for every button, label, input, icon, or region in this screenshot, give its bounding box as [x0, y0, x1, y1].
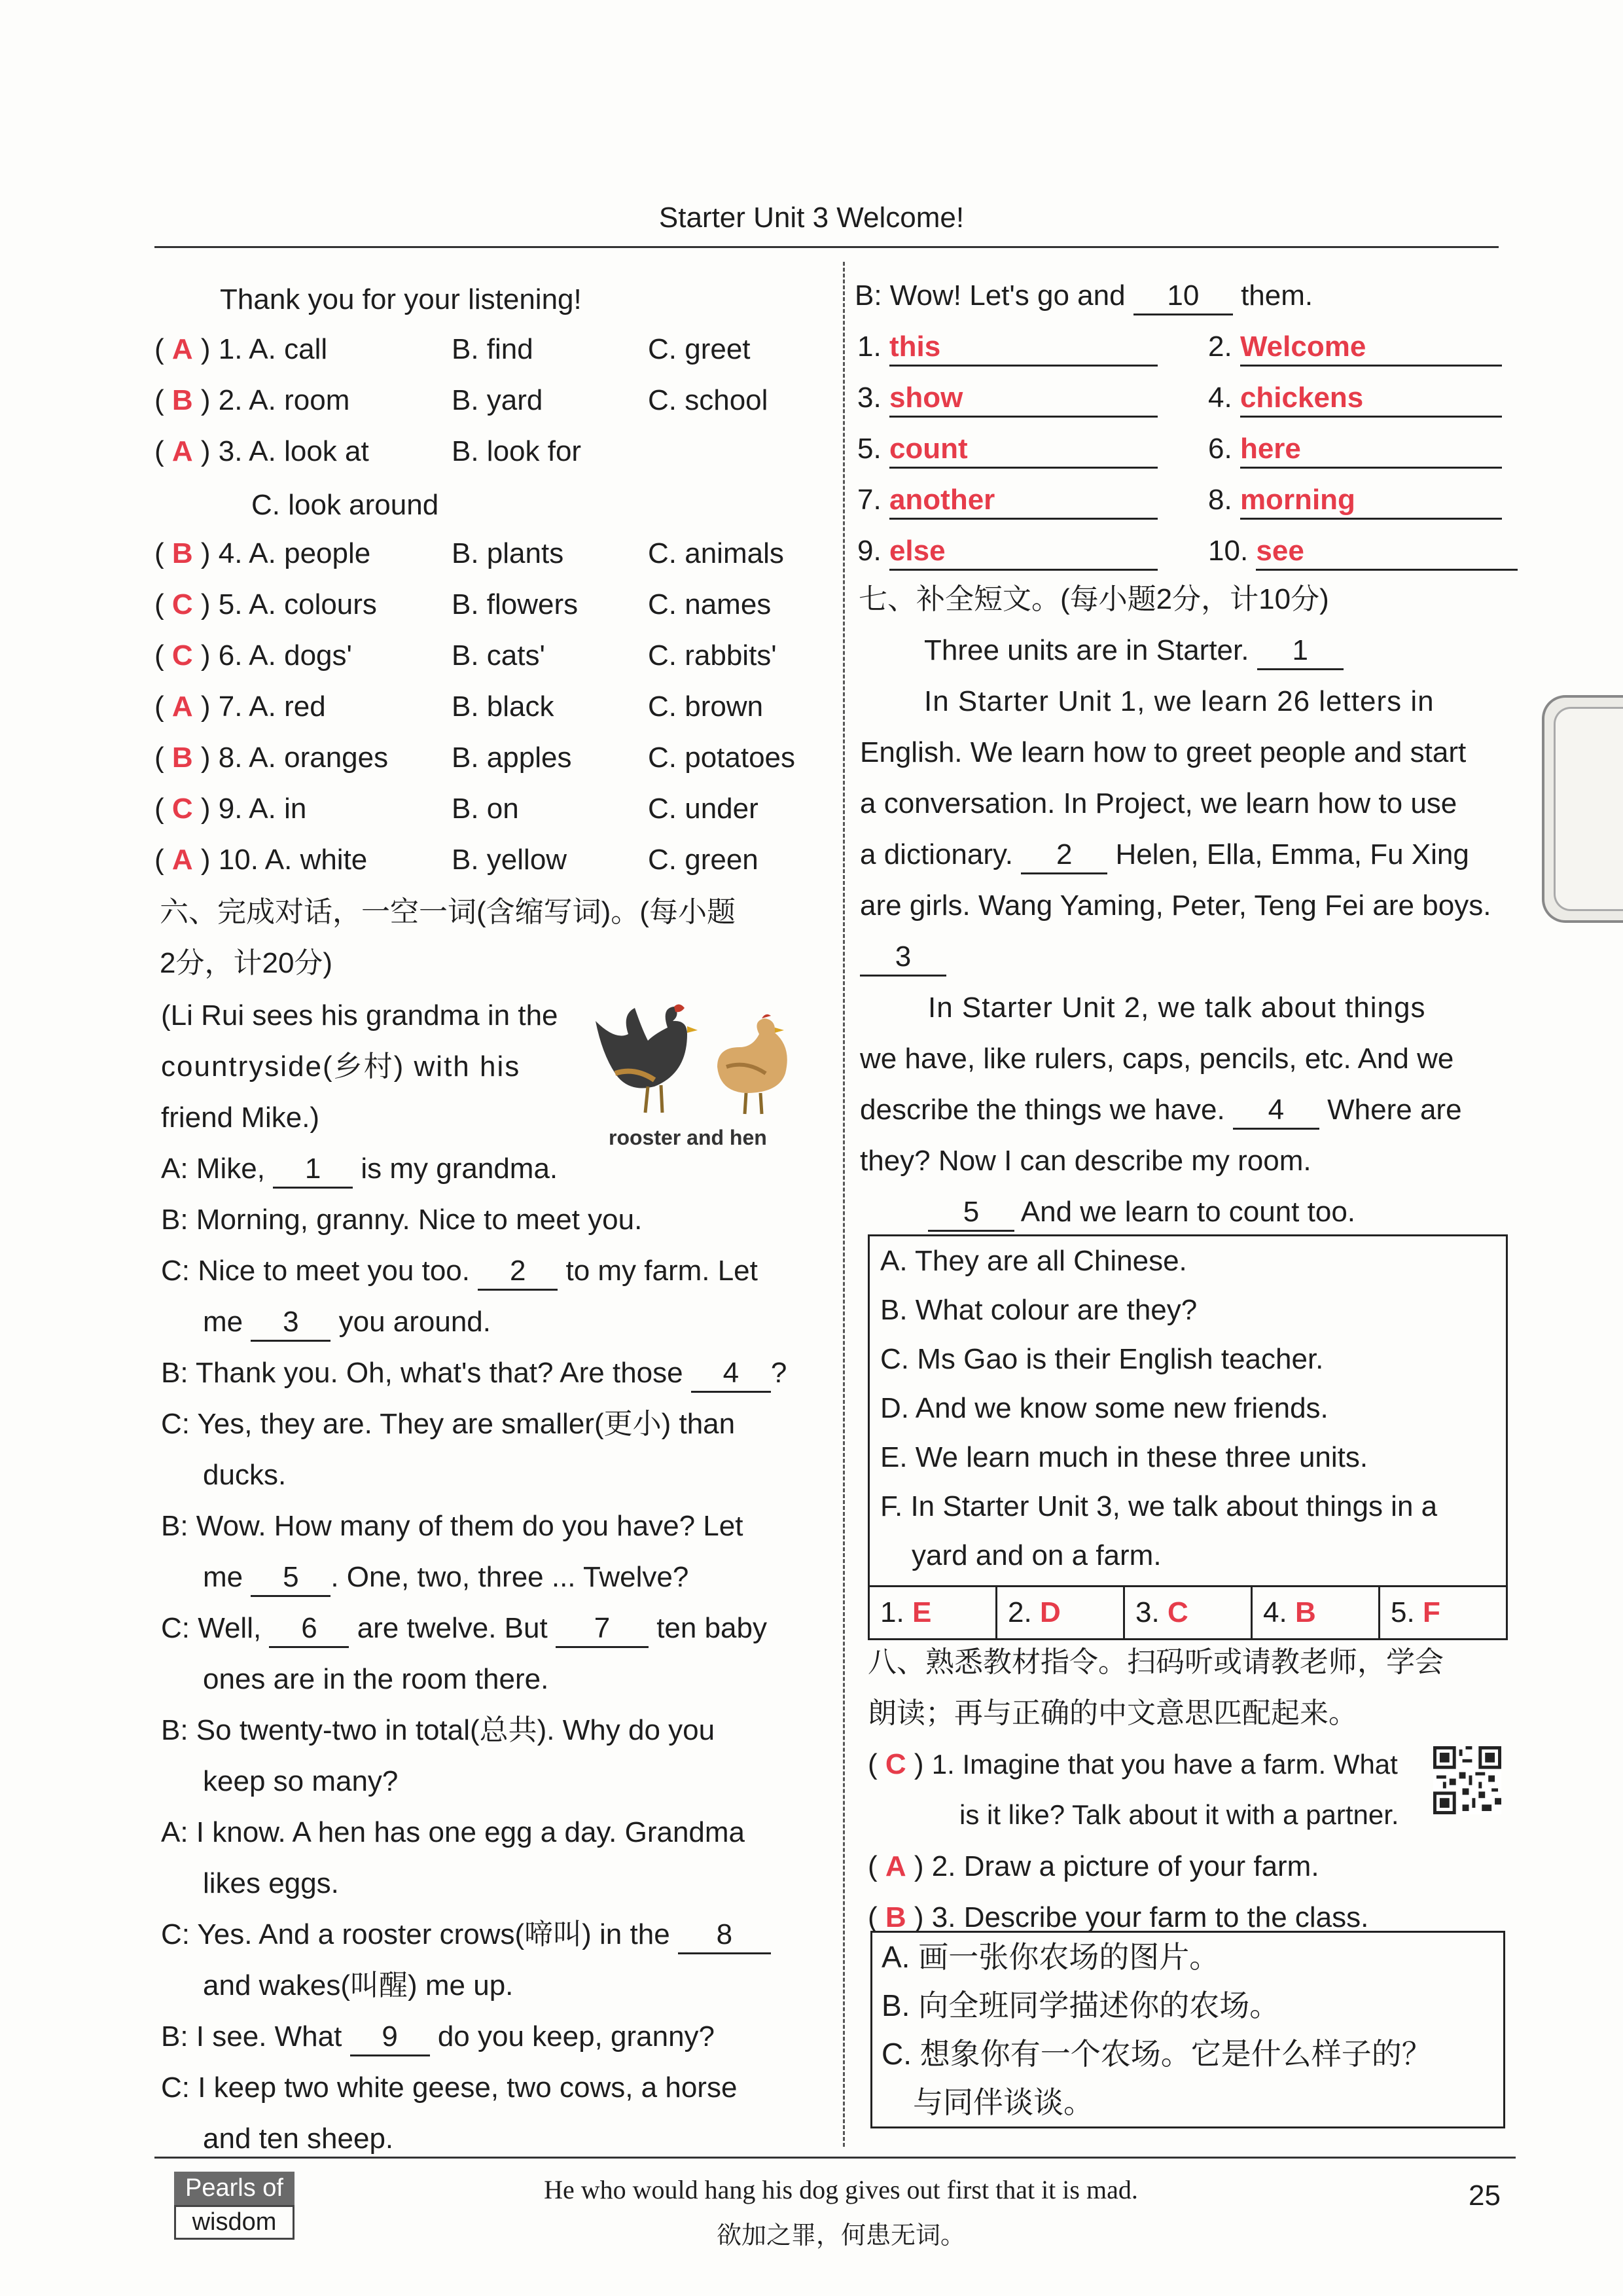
mc-option-b: B. yellow — [452, 844, 567, 876]
passage-blank-1: 1 — [1257, 634, 1344, 670]
footer-rule — [154, 2157, 1516, 2159]
cloze-answer-cell: 2. D — [997, 1587, 1125, 1638]
passage-p3-5: 5 And we learn to count too. — [928, 1195, 1355, 1232]
section6-title: 六、完成对话，一空一词(含缩写词)。(每小题 — [160, 896, 736, 928]
cloze-answer-cell: 4. B — [1253, 1587, 1380, 1638]
instruction-1-cont: is it like? Talk about it with a partner. — [959, 1799, 1399, 1830]
page-header-title: Starter Unit 3 Welcome! — [658, 202, 965, 234]
dialogue-answer-3: 3. show — [857, 381, 1158, 418]
passage-p3-3: describe the things we have. 4 Where are — [860, 1093, 1462, 1130]
cloze-answer-cell: 5. F — [1391, 1596, 1440, 1628]
blank-7: 7 — [556, 1611, 649, 1648]
mc-question-5: ( C ) 5. A. colours — [154, 588, 377, 620]
instruction-2: ( A ) 2. Draw a picture of your farm. — [868, 1850, 1319, 1882]
cloze-option: E. We learn much in these three units. — [880, 1441, 1368, 1473]
blank-2: 2 — [478, 1254, 558, 1291]
section6-title-cont: 2分，计20分) — [160, 947, 333, 979]
mc-option-b: B. apples — [452, 742, 572, 774]
passage-p3-4: they? Now I can describe my room. — [860, 1145, 1311, 1177]
dialogue-answer-1: 1. this — [857, 330, 1158, 367]
mc-option-c: C. brown — [648, 691, 764, 723]
mc-option-b: B. plants — [452, 537, 564, 569]
dialogue-line-8b: keep so many? — [203, 1765, 399, 1797]
passage-p2-2: English. We learn how to greet people and start — [860, 736, 1467, 768]
image-caption: rooster and hen — [609, 1126, 767, 1149]
cloze-option: D. And we know some new friends. — [880, 1392, 1329, 1424]
dialogue-line-12b: and ten sheep. — [203, 2123, 394, 2155]
dialogue-line-5b: ducks. — [203, 1459, 287, 1491]
rooster-icon — [596, 1004, 698, 1113]
chinese-option-c: C. 想象你有一个农场。它是什么样子的？ — [882, 2037, 1432, 2071]
passage-blank-2: 2 — [1021, 838, 1107, 874]
mc-question-6: ( C ) 6. A. dogs' — [154, 639, 352, 672]
page-number: 25 — [1469, 2179, 1501, 2212]
blank-6: 6 — [269, 1611, 349, 1648]
pearls-of-wisdom-badge: Pearls of wisdom — [174, 2172, 294, 2240]
dialogue-answer-9: 9. else — [857, 534, 1158, 571]
dialogue-answer-4: 4. chickens — [1208, 381, 1502, 418]
passage-blank-3-line — [860, 940, 946, 977]
mc-option-b: B. on — [452, 793, 519, 825]
dialogue-line-7b: ones are in the room there. — [203, 1663, 549, 1695]
dialogue-answer-2: 2. Welcome — [1208, 330, 1502, 367]
instruction-1: ( C ) 1. Imagine that you have a farm. What — [868, 1748, 1398, 1780]
dialogue-context-3: friend Mike.) — [161, 1102, 320, 1134]
cloze-option: C. Ms Gao is their English teacher. — [880, 1343, 1324, 1375]
dialogue-line-1: A: Mike, 1 is my grandma. — [161, 1152, 558, 1189]
dialogue-line-8: B: So twenty-two in total(总共). Why do you — [161, 1714, 715, 1746]
dialogue-line-3b: me 3 you around. — [203, 1305, 491, 1342]
mc-option-c: C. greet — [648, 333, 751, 365]
mc-option-c: C. school — [648, 384, 768, 416]
dialogue-context: (Li Rui sees his grandma in the — [161, 999, 558, 1031]
dialogue-line-9: A: I know. A hen has one egg a day. Grandma — [161, 1816, 745, 1848]
mc-option-b: B. look for — [452, 435, 582, 467]
cloze-option: A. They are all Chinese. — [880, 1245, 1187, 1277]
dialogue-answer-5: 5. count — [857, 432, 1158, 469]
quote-english: He who would hang his dog gives out first that it is mad. — [544, 2175, 1138, 2204]
mc-question-4: ( B ) 4. A. people — [154, 537, 371, 569]
options-box — [868, 1234, 1508, 1640]
mc-option-b: B. flowers — [452, 588, 579, 620]
passage-blank-3: 3 — [860, 940, 946, 977]
dialogue-line-6: B: Wow. How many of them do you have? Let — [161, 1510, 743, 1542]
dialogue-line-6b: me 5 . One, two, three ... Twelve? — [203, 1560, 688, 1597]
column-divider — [843, 262, 845, 2147]
mc-question-10: ( A ) 10. A. white — [154, 844, 368, 876]
mc-option-c: C. names — [648, 588, 772, 620]
mc-question-3: ( A ) 3. A. look at — [154, 435, 369, 467]
dialogue-line-5: C: Yes, they are. They are smaller(更小) than — [161, 1408, 736, 1440]
dialogue-line-11: B: I see. What 9 do you keep, granny? — [161, 2020, 715, 2056]
hen-icon — [717, 1014, 787, 1114]
dialogue-line-10: C: Yes. And a rooster crows(啼叫) in the 8 — [161, 1918, 771, 1954]
mc-option-c: C. green — [648, 844, 758, 876]
passage-p2-1: In Starter Unit 1, we learn 26 letters in — [924, 685, 1435, 717]
dialogue-answer-8: 8. morning — [1208, 483, 1502, 520]
mc3-option-c: C. look around — [251, 489, 439, 521]
blank-5: 5 — [251, 1560, 330, 1597]
blank-10: 10 — [1133, 279, 1233, 315]
dialogue-answer-6: 6. here — [1208, 432, 1502, 469]
passage-p1: Three units are in Starter. 1 — [924, 634, 1344, 670]
dialogue-line-b10: B: Wow! Let's go and 10 them. — [855, 279, 1313, 315]
passage-blank-5: 5 — [928, 1195, 1014, 1232]
chinese-meaning-box — [870, 1931, 1505, 2128]
passage-p3-1: In Starter Unit 2, we talk about things — [928, 992, 1426, 1024]
dialogue-line-7: C: Well, 6 are twelve. But 7 ten baby — [161, 1611, 767, 1648]
mc-option-c: C. rabbits' — [648, 639, 777, 672]
passage-p2-3: a conversation. In Project, we learn how to use — [860, 787, 1457, 819]
section8-title: 八、熟悉教材指令。扫码听或请教老师，学会 — [868, 1646, 1444, 1678]
dialogue-line-10b: and wakes(叫醒) me up. — [203, 1969, 514, 2001]
instruction-3: ( B ) 3. Describe your farm to the class. — [868, 1901, 1369, 1933]
chinese-option-c-cont: 与同伴谈谈。 — [913, 2085, 1094, 2119]
mc-option-b: B. yard — [452, 384, 543, 416]
cloze-option: yard and on a farm. — [912, 1539, 1162, 1571]
passage-blank-4: 4 — [1233, 1093, 1319, 1130]
chinese-option-b: B. 向全班同学描述你的农场。 — [882, 1988, 1280, 2022]
chinese-option-a: A. 画一张你农场的图片。 — [882, 1940, 1220, 1974]
cloze-option: B. What colour are they? — [880, 1294, 1198, 1326]
mc-option-c: C. potatoes — [648, 742, 796, 774]
dialogue-line-9b: likes eggs. — [203, 1867, 339, 1899]
dialogue-answer-10: 10. see — [1208, 534, 1518, 571]
dialogue-answer-7: 7. another — [857, 483, 1158, 520]
cloze-answer-cell: 3. C — [1125, 1587, 1253, 1638]
cloze-answer-cell: 1. E — [870, 1587, 997, 1638]
section7-title: 七、补全短文。(每小题2分，计10分) — [859, 583, 1329, 615]
passage-p2-4: a dictionary. 2 Helen, Ella, Emma, Fu Xing — [860, 838, 1469, 874]
header-rule — [154, 246, 1499, 248]
dialogue-line-2: B: Morning, granny. Nice to meet you. — [161, 1204, 643, 1236]
section8-title-cont: 朗读；再与正确的中文意思匹配起来。 — [868, 1697, 1357, 1729]
dialogue-line-3: C: Nice to meet you too. 2 to my farm. Let — [161, 1254, 758, 1291]
dialogue-line-12: C: I keep two white geese, two cows, a horse — [161, 2072, 738, 2104]
mc-option-b: B. black — [452, 691, 554, 723]
passage-p3-2: we have, like rulers, caps, pencils, etc. And we — [860, 1043, 1454, 1075]
qr-code-icon[interactable] — [1433, 1746, 1501, 1814]
rooster-hen-illustration — [589, 1001, 805, 1126]
passage-p2-5: are girls. Wang Yaming, Peter, Teng Fei are boys. — [860, 889, 1491, 922]
mc-option-c: C. animals — [648, 537, 784, 569]
listening-closing: Thank you for your listening! — [220, 283, 582, 315]
mc-question-1: ( A ) 1. A. call — [154, 333, 328, 365]
mc-option-b: B. find — [452, 333, 533, 365]
mc-question-2: ( B ) 2. A. room — [154, 384, 350, 416]
blank-4: 4 — [691, 1356, 771, 1393]
blank-9: 9 — [350, 2020, 430, 2056]
quote-chinese: 欲加之罪，何患无词。 — [716, 2221, 965, 2250]
side-tab — [1542, 695, 1623, 923]
cloze-option: F. In Starter Unit 3, we talk about things in a — [880, 1490, 1438, 1522]
mc-question-7: ( A ) 7. A. red — [154, 691, 326, 723]
mc-question-9: ( C ) 9. A. in — [154, 793, 307, 825]
blank-1: 1 — [273, 1152, 353, 1189]
mc-option-b: B. cats' — [452, 639, 545, 672]
dialogue-context-2: countryside(乡村) with his — [161, 1050, 521, 1083]
mc-option-c: C. under — [648, 793, 758, 825]
blank-3: 3 — [251, 1305, 330, 1342]
blank-8: 8 — [678, 1918, 771, 1954]
mc-question-8: ( B ) 8. A. oranges — [154, 742, 389, 774]
dialogue-line-4: B: Thank you. Oh, what's that? Are those 4 ? — [161, 1356, 787, 1393]
